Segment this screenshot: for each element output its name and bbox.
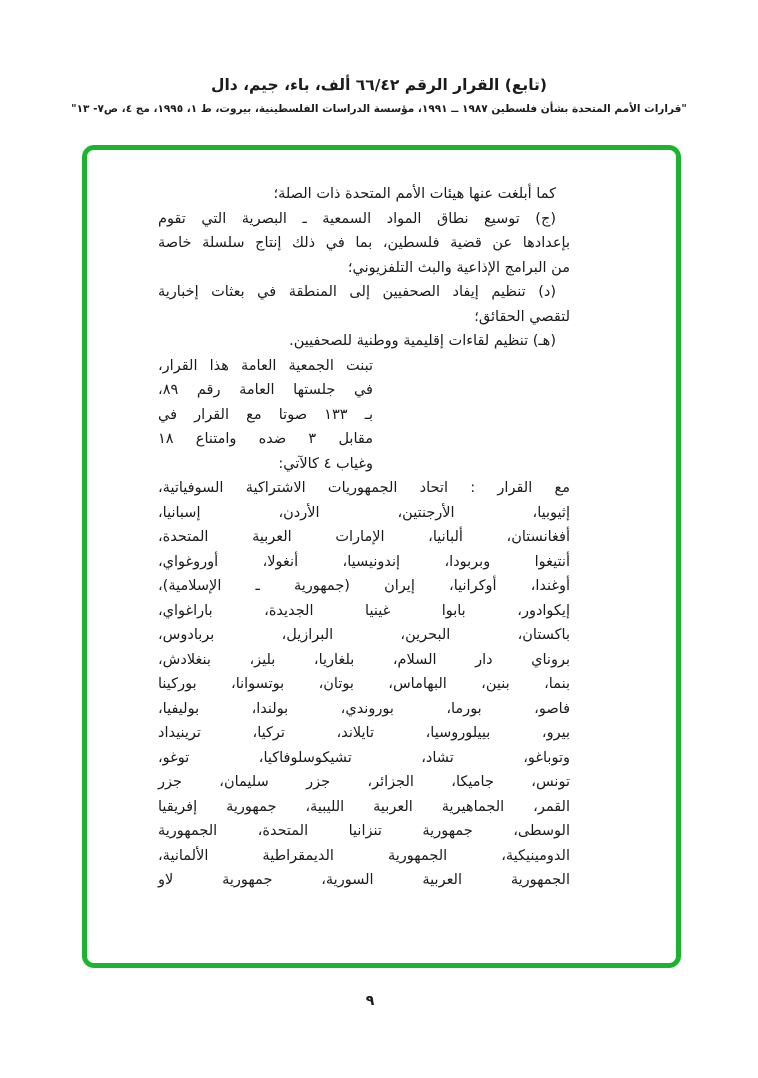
body-line: من البرامج الإذاعية والبث التلفزيوني؛ (347, 259, 570, 276)
body-line: أفغانستان، ألبانيا، الإمارات العربية المتحدة، (158, 529, 570, 545)
body-line: باكستان، البحرين، البرازيل، بربادوس، (158, 627, 570, 643)
source-citation: "قرارات الأمم المتحدة بشأن فلسطين ١٩٨٧ ــ ١٩٩١، مؤسسة الدراسات الفلسطينية، بيروت، ط ١، ١٩٩٥، مج ٤، ص٧- ١٣" (71, 103, 687, 115)
body-line: في جلستها العامة رقم ٨٩، (158, 382, 373, 398)
body-line: (ج) توسيع نطاق المواد السمعية ـ البصرية التي تقوم (158, 210, 556, 227)
body-line: الدومينيكية، الجمهورية الديمقراطية الألمانية، (158, 847, 570, 864)
body-line: كما أبلغت عنها هيئات الأمم المتحدة ذات الصلة؛ (273, 186, 556, 202)
body-line: وغياب ٤ كالآتي: (278, 455, 373, 472)
body-line: (هـ) تنظيم لقاءات إقليمية ووطنية للصحفيين. (289, 333, 556, 349)
body-line: الجمهورية العربية السورية، جمهورية لاو (158, 872, 570, 888)
body-text (158, 182, 570, 893)
page-title: (تابع) القرار الرقم ٦٦/٤٢ ألف، باء، جيم، دال (211, 76, 547, 94)
body-line: بنما، بنين، البهاماس، بوتان، بوتسوانا، بوركينا (158, 676, 570, 692)
body-line: الوسطى، جمهورية تنزانيا المتحدة، الجمهورية (158, 823, 570, 839)
body-line: مع القرار : اتحاد الجمهوريات الاشتراكية السوفياتية، (158, 480, 570, 496)
body-line: فاصو، بورما، بوروندي، بولندا، بوليفيا، (158, 700, 570, 717)
body-line: القمر، الجماهيرية العربية الليبية، جمهورية إفريقيا (158, 798, 570, 815)
body-line: بروناي دار السلام، بلغاريا، بليز، بنغلادش، (158, 651, 570, 668)
body-line: إيكوادور، بابوا غينيا الجديدة، باراغواي، (158, 602, 570, 619)
body-line: بـ ١٣٣ صوتا مع القرار في (158, 406, 373, 423)
body-line: تونس، جاميكا، الجزائر، جزر سليمان، جزر (158, 774, 570, 790)
body-line: أنتيغوا وبربودا، إندونيسيا، أنغولا، أوروغواي، (158, 553, 570, 570)
body-line: بيرو، بييلوروسيا، تايلاند، تركيا، ترينيداد (158, 725, 570, 741)
page-number: ٩ (365, 993, 375, 1009)
body-line: إثيوبيا، الأرجنتين، الأردن، إسبانيا، (158, 504, 570, 521)
body-line: أوغندا، أوكرانيا، إيران (جمهورية ـ الإسلامية)، (158, 578, 570, 594)
body-line: وتوباغو، تشاد، تشيكوسلوفاكيا، توغو، (158, 749, 570, 766)
body-line: مقابل ٣ ضده وامتناع ١٨ (158, 431, 373, 447)
body-line: (د) تنظيم إيفاد الصحفيين إلى المنطقة في بعثات إخبارية (158, 284, 556, 300)
body-line: بإعدادها عن قضية فلسطين، بما في ذلك إنتاج سلسلة خاصة (158, 235, 570, 251)
body-line: تبنت الجمعية العامة هذا القرار، (158, 357, 373, 374)
body-line: لتقصي الحقائق؛ (474, 308, 570, 325)
